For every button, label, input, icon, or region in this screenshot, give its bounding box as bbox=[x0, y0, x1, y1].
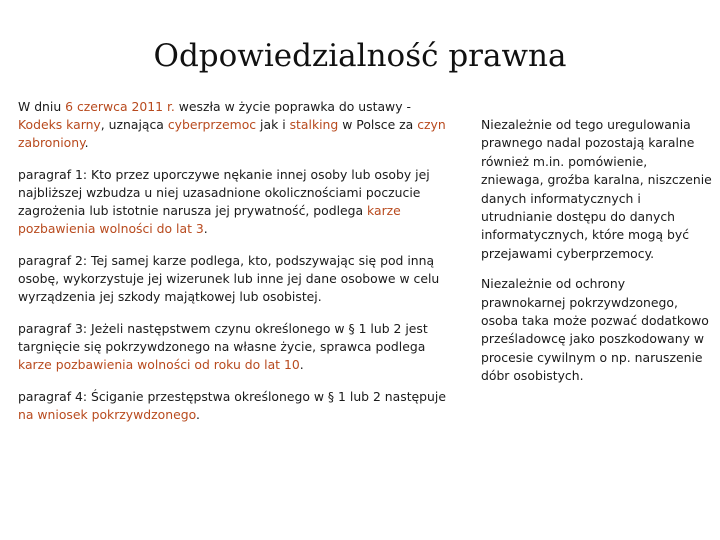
paragraph-3: paragraf 3: Jeżeli następstwem czynu określonego w § 1 lub 2 jest targnięcie się pokrzywdzonego na własne życie, sprawca podlega karze pozbawienia wolności od roku do lat 10. bbox=[18, 321, 428, 372]
right-paragraph-2: Niezależnie od ochrony prawnokarnej pokrzywdzonego, osoba taka może pozwać dodatkowo prześladowcę jako poszkodowany w procesie cywilnym o np. naruszenie dóbr osobistych. bbox=[481, 276, 709, 384]
right-paragraph-1: Niezależnie od tego uregulowania prawnego nadal pozostają karalne również m.in. pomówienie, zniewaga, groźba karalna, niszczenie danych informatycznych i utrudnianie dostępu do danych informatycznych, które mogą być przejawami cyberprzemocy. bbox=[481, 117, 712, 261]
paragraph-1-penalty: karze pozbawienia wolności do lat 3 bbox=[18, 203, 401, 236]
right-column bbox=[481, 116, 713, 398]
forbidden-act-highlight: czyn zabroniony bbox=[18, 117, 446, 150]
paragraph-4: paragraf 4: Ściganie przestępstwa określonego w § 1 lub 2 następuje na wniosek pokrzywdzonego. bbox=[18, 389, 446, 422]
left-column bbox=[18, 98, 458, 438]
stalking-highlight: stalking bbox=[289, 117, 339, 132]
paragraph-3-label: paragraf 3 bbox=[18, 321, 83, 336]
paragraph-1: paragraf 1: Kto przez uporczywe nękanie innej osoby lub osoby jej najbliższej wzbudza u niej uzasadnione okolicznościami poczucie zagrożenia lub istotnie narusza jej prywatność, podlega karze pozbawienia wolności do lat 3. bbox=[18, 167, 430, 236]
intro-paragraph: W dniu 6 czerwca 2011 r. weszła w życie poprawka do ustawy - Kodeks karny, uznająca cyberprzemoc jak i stalking w Polsce za czyn zabroniony. bbox=[18, 99, 446, 150]
page-title: Odpowiedzialność prawna bbox=[153, 38, 567, 74]
paragraph-2: paragraf 2: Tej samej karze podlega, kto, podszywając się pod inną osobę, wykorzystuje jej wizerunek lub inne jej dane osobowe w celu wyrządzenia jej szkody majątkowej lub osobistej. bbox=[18, 253, 440, 304]
paragraph-4-request: na wniosek pokrzywdzonego bbox=[18, 407, 196, 422]
criminal-code-highlight: Kodeks karny bbox=[18, 117, 101, 132]
date-highlight: 6 czerwca 2011 r. bbox=[65, 99, 175, 114]
paragraph-4-label: paragraf 4 bbox=[18, 389, 83, 404]
paragraph-2-label: paragraf 2 bbox=[18, 253, 83, 268]
paragraph-1-label: paragraf 1 bbox=[18, 167, 83, 182]
paragraph-3-penalty: karze pozbawienia wolności od roku do lat 10 bbox=[18, 357, 300, 372]
cyberbullying-highlight: cyberprzemoc bbox=[167, 117, 257, 132]
